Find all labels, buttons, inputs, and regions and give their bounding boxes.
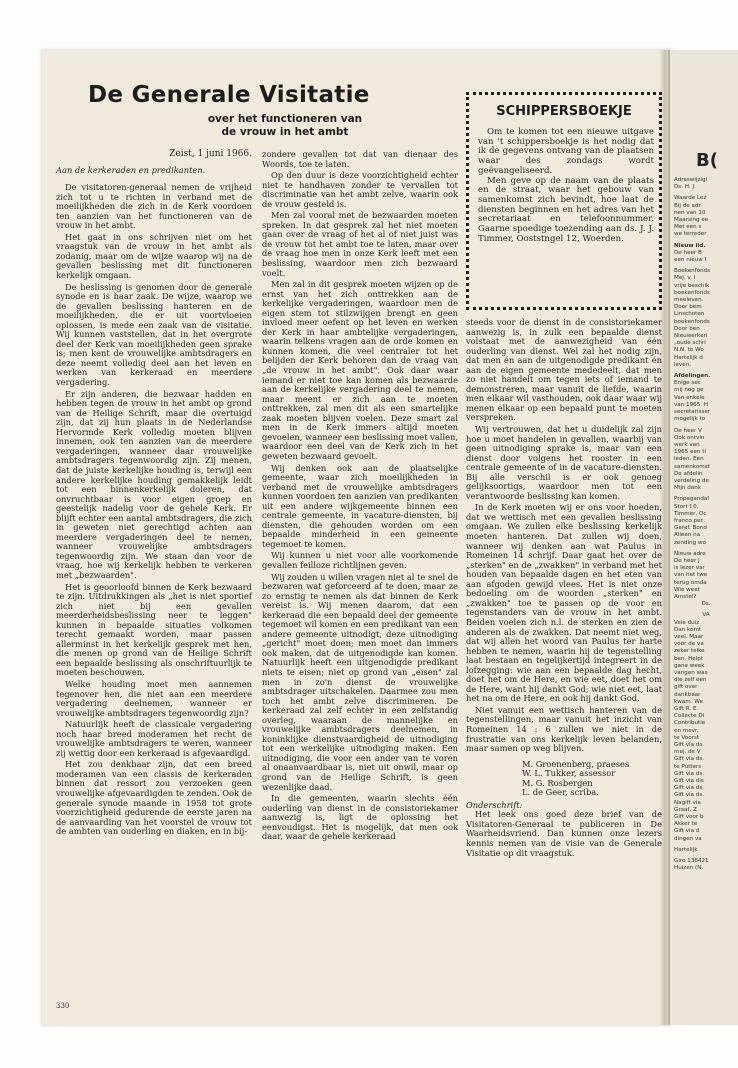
adjacent-line: De heer B <box>674 249 702 256</box>
article-column-1 <box>56 150 252 837</box>
signatory: M. G. Rosbergen <box>522 777 593 788</box>
adjacent-line: mogelijk to <box>674 416 706 423</box>
article-subtitle-line-2: de vrouw in het ambt <box>221 126 349 138</box>
adjacent-line: boekenfonds <box>674 289 710 296</box>
adjacent-line: leven. <box>674 361 692 368</box>
paragraph: Wij kunnen u niet voor alle voorkomende gevallen feilloze richtlijnen geven. <box>262 550 458 570</box>
adjacent-line: Waarde Lez <box>674 195 707 202</box>
onderschrift-text: Het leek ons goed deze brief van de Visitatoren-Generaal te publiceren in De Waarheidsvriend. Dan kunnen onze lezers kennis nemen van de visie van de Generale Visitatie op dit vraagstuk. <box>466 809 662 858</box>
adjacent-line: boekenfonds <box>674 318 710 325</box>
adjacent-line: Contributie <box>674 720 706 727</box>
paragraph: De beslissing is genomen door de generale synode en is haar zaak. De wijze, waarop we de gevallen beslissing hanteren en de moeilijkheden, die er uit voortvloeien oplossen, is mede een zaak van de visitatie. Wij kunnen vaststellen, dat in het overgrote deel der Kerk van moeilijkheden geen sprake is; men kent de vrouwelijke ambtsdragers en deze neemt volledig deel aan het leven en werken van kerkeraad en meerdere vergadering. <box>56 281 252 388</box>
adjacent-line: Gift via ds. <box>674 792 705 799</box>
adjacent-line: verdeling de <box>674 477 709 484</box>
paragraph: Het gaat in ons schrijven niet om het vraagstuk van de vrouw in het ambt als zodanig, maar om de wijze waarop wij na de gevallen beslissing met dit functioneren kerkelijk omgaan. <box>56 231 252 281</box>
paragraph: Op den duur is deze voorzichtigheid echter niet te handhaven zonder te vervallen tot discriminatie van het ambt zelve, waarin ook de vrouw gesteld is. <box>262 170 458 209</box>
adjacent-line: Vele duiz <box>674 619 700 626</box>
paragraph: Natuurlijk heeft de classicale vergadering noch haar breed moderamen het recht de vrouwelijke ambtsdragers te weren, wanneer zij wettig door een kerkeraad is afgevaardigd. <box>56 719 252 758</box>
adjacent-line: Gift via ds. <box>674 756 705 763</box>
adjacent-line: Van enkele <box>674 394 705 401</box>
adjacent-line: dingen va <box>674 835 702 842</box>
adjacent-line: van 1965. H <box>674 401 709 408</box>
schippersboekje-text <box>478 128 654 244</box>
adjacent-line: ben. Helpt <box>674 655 704 662</box>
adjacent-line: Dan komt <box>674 626 702 633</box>
paragraph: Er zijn anderen, die bezwaar hadden en hebben tegen de vrouw in het ambt op grond van de Heilige Schrift, maar die overtuigd zijn, dat zij hun plaats in de Nederlandse Hervormde Kerk volledig moeten blijven innemen, ook ten aanzien van de meerdere vergaderingen, wanneer daar vrouwelijke ambtsdragers tegenwoordig zijn. Zij menen, dat de juiste kerkelijke houding is, terwijl een andere kerkelijke houding gemakkelijk leidt tot een binnenkerkelijk doleren, dat onvruchtbaar is voor eigen groep en geestelijk nadelig voor de gehele Kerk. Er blijft echter een aantal ambtsdragers, die zich in geweten niet gerechtigd achten aan meerdere vergaderingen deel te nemen, wanneer vrouwelijke ambtsdragers tegenwoordig zijn. We staan dan voor de vraag, hoe wij kerkelijk hebben te verkeren met „bezwaarden". <box>56 388 252 580</box>
adjacent-line: Nieuw adre <box>674 550 706 557</box>
paragraph: In de Kerk moeten wij er ons voor hoeden, dat we wettisch met een gevallen beslissing omgaan. We zullen elke beslissing kerkelijk moeten hanteren. Dat zullen wij doen, wanneer wij denken aan wat Paulus in Romeinen 14 schrijf. Daar gaat het over de „sterken" en de „zwakken" in verband met het houden van bepaalde dagen en het eten van aan afgoden gewijd vlees. Het is niet onze bedoeling om de woorden „sterken" en „zwakken" toe te passen op de voor en tegenstanders van de vrouw in het ambt. Beiden voelen zich n.l. de sterken en zien de anderen als de zwakken. Dat neemt niet weg, dat wij allen het woord van Paulus ter harte hebben te nemen, waarin hij de tegenstelling laat bestaan en tegelijkertijd integreert in de lofzegging: wie aan een bepaalde dag hecht, doet het om de Here, en wie eet, doet het om de Here, want hij dankt God; wie niet eet, laat het na om de Here, en ook hij dankt God. <box>466 502 662 704</box>
paragraph: steeds voor de dienst in de consistoriekamer aanwezig is, in zulk een bepaalde dienst volstaat met de aanwezigheid van één ouderling van dienst. Wel zal het nodig zijn, dat men én aan de uitgenodigde predikant én aan de eigen gemeente mededeelt, dat men zo niet handelt om tegen iets of iemand te demonstreren, maar vanuit de liefde, waarin men elkaar wil vasthouden, ook daar waar wij menen elkaar op een bepaald punt te moeten verspreken. <box>466 317 662 423</box>
adjacent-line: Adreswijzigi <box>674 177 708 183</box>
article-salutation: Aan de kerkeraden en predikanten. <box>56 164 206 175</box>
adjacent-line: zending wo <box>674 539 706 546</box>
adjacent-line: gift over <box>674 684 698 691</box>
adjacent-line: vangen was <box>674 670 708 676</box>
adjacent-line: Mej. v. I <box>674 275 696 282</box>
adjacent-line: gane week <box>674 662 705 669</box>
adjacent-line: Huizen (N. <box>674 865 704 872</box>
adjacent-line: N.N. te Wo <box>674 347 704 354</box>
adjacent-line: te Voorst <box>674 734 700 741</box>
adjacent-page <box>668 50 738 1025</box>
page-number: 330 <box>56 1002 70 1010</box>
adjacent-line: leden. Een <box>674 456 704 463</box>
adjacent-line: samenkomst <box>674 463 710 470</box>
adjacent-line: Boekenfonds <box>674 268 711 275</box>
box-paragraph: Om te komen tot een nieuwe uitgave van 't schippersboekje is het nodig dat ik de gegevens ontvang van de plaatsen waar des zondags wordt geëvangeliseerd. <box>478 127 654 176</box>
article-column-3 <box>466 318 662 858</box>
paragraph: Men zal in dit gesprek moeten wijzen op de ernst van het zich onttrekken aan de kerkelijke vergaderingen, waardoor men de eigen stem tot stilzwijgen brengt en geen invloed meer oefent op het leven en werken der Kerk in haar ambtelijke vergaderingen, waarin telkens vragen aan de orde komen en kunnen komen, die veel centraler tot het belijden der Kerk behoren dan de vraag van „de vrouw in het ambt". Ook daar waar iemand er niet toe kan komen als bezwaarde aan de kerkelijke vergadering deel te nemen, maar meent er zich aan te moeten onttrekken, zal men dit als een smartelijke zaak moeten blijven voelen. Deze smart zal men in de Kerk immers altijd moeten gevoelen, wanneer een beslissing moet vallen, waardoor een deel van de Kerk zich in het geweten bezwaard gevoelt. <box>262 279 458 461</box>
adjacent-line: „oude schri <box>674 340 706 347</box>
adjacent-line: De afdelin <box>674 470 703 477</box>
adjacent-line: Graaf, Z <box>674 806 697 813</box>
adjacent-line: De heer V <box>674 427 702 434</box>
paragraph: zondere gevallen tot dat van dienaar des Woords, toe te laten. <box>262 149 458 169</box>
adjacent-line: Gift via ds. <box>674 785 705 792</box>
signatory: M. Groenenberg, praeses <box>522 758 630 769</box>
adjacent-line: Amstel? <box>674 593 697 600</box>
adjacent-line: Gift via ds. <box>674 742 705 749</box>
adjacent-line: is lezer var <box>674 565 705 572</box>
adjacent-line: Alleen na <box>674 532 701 539</box>
adjacent-line: dankbaar <box>674 691 701 698</box>
adjacent-line: Maarsing ee <box>674 217 709 224</box>
paragraph: Men zal vooral met de bezwaarden moeten spreken. In dat gesprek zal het niet moeten gaan over de vraag of het al of niet juist was de vrouw tot het ambt toe te laten, maar over de vraag hoe men in onze Kerk leeft met een beslissing, waardoor men zich bezwaard voelt. <box>262 210 458 278</box>
adjacent-line: veel. Maar <box>674 633 704 640</box>
adjacent-line: Ds. <box>701 601 711 608</box>
adjacent-line: Ook ontvin <box>674 434 705 441</box>
adjacent-line: we terreder <box>674 231 707 238</box>
adjacent-line: vrije beschik <box>674 282 710 289</box>
paragraph: Wij vertrouwen, dat het u duidelijk zal zijn hoe u moet handelen in gevallen, waarbij van geen uitnodiging sprake is, maar van een dienst door volgens het rooster in een centrale gemeente of in de vacature-diensten. Bij alle verschil is er ook genoeg gelijksoortigs, waardoor men tot een verantwoorde beslissing kan komen. <box>466 424 662 501</box>
adjacent-line: Linschoten <box>674 311 705 318</box>
adjacent-line: franco per <box>674 517 703 524</box>
adjacent-line: kwam. We <box>674 698 703 705</box>
adjacent-line: van het twe <box>674 572 708 579</box>
adjacent-line: Mijn dank <box>674 485 702 492</box>
adjacent-line: Gift via dis <box>674 778 704 785</box>
adjacent-line: Propagandal <box>674 496 709 503</box>
paragraph: In die gemeenten, waarin slechts één ouderling van dienst in de consistoriekamer aanwezig is, ligt de oplossing het eenvoudigst. Het is mogelijk, dat men ook daar, waar de gehele kerkeraad <box>262 793 458 842</box>
paragraph: De visitatoren-generaal nemen de vrijheid zich tot u te richten in verband met de moeilijkheden die zich in de Kerk voordoen ten aanzien van het functioneren van de vrouw in het ambt. <box>56 182 252 231</box>
adjacent-page-title: B( <box>696 150 718 171</box>
article-column-2 <box>262 150 458 842</box>
adjacent-line: Hartelijk d <box>674 354 703 361</box>
adjacent-line: en mevr. <box>674 727 699 734</box>
adjacent-line: Nagift via <box>674 799 701 806</box>
adjacent-line: Gift R. E. <box>674 706 699 713</box>
onderschrift-label: Onderschrift: <box>466 799 523 810</box>
signatory: W. L. Tukker, assessor <box>522 768 616 779</box>
adjacent-line: nen van 10 <box>674 209 706 216</box>
adjacent-line: mij nog ge <box>674 387 704 394</box>
paragraph: Wij denken ook aan de plaatselijke gemeente, waar zich moeilijkheden in verband met de vrouwelijke ambtsdragers kunnen voordoen ten aanzien van predikanten uit een andere wijkgemeente binnen een centrale gemeente, in vacature-diensten, bij diensten, die gehouden worden om een bepaalde minderheid in een gemeente tegemoet te komen. <box>262 462 458 549</box>
adjacent-line: een nieuw l <box>674 257 707 264</box>
paragraph: Het is geoorloofd binnen de Kerk bezwaard te zijn. Uitdrukkingen als „het is niet sportief zich niet bij een gevallen meerderheidsbeslissing neer te leggen" kunnen in bepaalde situaties volkomen terecht gemaakt worden, maar passen allerminst in het kerkelijk gesprek met hen, die menen op grond van de Heilige Schrift een bepaalde beslissing als onschriftuurlijk te moeten beschouwen. <box>56 581 252 678</box>
adjacent-line: Door ben <box>674 325 700 332</box>
adjacent-line: die zelf een <box>674 677 707 684</box>
adjacent-line: Giro 138421 <box>674 858 709 865</box>
adjacent-line: werk van <box>674 441 700 448</box>
adjacent-line: Afdelingen. <box>674 373 711 380</box>
adjacent-line: Akker te <box>674 821 698 828</box>
adjacent-line: Wie weet <box>674 586 700 593</box>
adjacent-line: Nieuwerkerl <box>674 333 708 340</box>
adjacent-line: Door bem <box>674 304 702 311</box>
paragraph: Niet vanuit een wettisch hanteren van de tegenstellingen, maar vanuit het inzicht van Romeinen 14 : 6 zullen we niet in de frustratie van ons kerkelijk leven belanden, maar samen op weg blijven. <box>466 704 662 754</box>
adjacent-line: te Putters <box>674 763 702 770</box>
adjacent-line: Enige sec <box>674 380 701 387</box>
adjacent-line: Geref. Bond <box>674 525 707 532</box>
adjacent-line: Timmer, Oc <box>674 510 707 517</box>
adjacent-line: Met een s <box>674 224 702 231</box>
adjacent-line: Nieuw lid. <box>674 242 706 249</box>
adjacent-line: De heer J <box>674 557 700 564</box>
adjacent-line: Collecte Di <box>674 713 705 720</box>
signatory: L. de Geer, scriba. <box>522 787 599 798</box>
adjacent-line: Gift voor b <box>674 814 704 821</box>
adjacent-line: vóór de va <box>674 641 704 648</box>
schippersboekje-title: SCHIPPERSBOEKJE <box>496 104 632 119</box>
adjacent-line: Gift via d <box>674 828 700 835</box>
adjacent-line: Ds. H. J. <box>674 184 696 191</box>
paragraph: Wij zouden u willen vragen niet al te snel de bezwaren wat geforceerd af te doen, maar ze zo ernstig te nemen als dat binnen de Kerk vereist is. Wij menen daarom, dat een kerkeraad die een bepaald deel der gemeente tegemoet wil komen en een predikant van een andere gemeente uitnodigt, deze uitnodiging „gericht" moet doen; men moet dan immers ook maken, dat de uitgenodigde kan komen. Natuurlijk heeft een uitgenodigde predikant niets te eisen; niet op grond van „eisen" zal men in zo'n dienst de vrouwelijke ambtsdrager uitschakelen. Daarmee zou men toch het ambt zelve discrimineren. De kerkeraad zal zelf echter in een zelfstandig overleg, waaraan de mannelijke en vrouwelijke ambtsdragers deelnemen, in koninklijke dienstvaardigheid de uitnodiging tot een werkelijke uitnodiging maken. Een uitnodiging, die voor een ander van te voren al onaanvaardbaar is, niet uit onwil, maar op grond van de Heilige Schrift, is geen wezenlijke daad. <box>262 571 458 792</box>
article-subtitle-line-1: over het functioneren van <box>207 113 363 125</box>
article-dateline: Zeist, 1 juni 1966. <box>169 149 252 159</box>
adjacent-line: mej. de V <box>674 749 701 756</box>
signatories <box>466 760 662 798</box>
adjacent-line: zeker telke <box>674 648 705 655</box>
adjacent-line: VA <box>702 612 710 619</box>
adjacent-line: meeleven. <box>674 297 704 304</box>
adjacent-line: Hartelijk <box>674 846 698 853</box>
adjacent-line: Gift via ds. <box>674 770 705 777</box>
adjacent-line: secretarisser <box>674 409 711 416</box>
adjacent-page-text <box>674 177 738 872</box>
paragraph: Het zou denkbaar zijn, dat een breed moderamen van een classis de kerkeraden binnen dat ressort zou verzoeken geen vrouwelijke afgevaardigden te zenden. Ook de generale synode maande in 1958 tot grote voorzichtigheid gedurende de eerste jaren na de aanvaarding van het voorstel de vrouw tot de ambten van ouderling en diaken, en in bij- <box>56 759 252 837</box>
paragraph: Welke houding moet men aannemen tegenover hen, die niet aan een meerdere vergadering deelnemen, wanneer er vrouwelijke ambtsdragers tegenwoordig zijn? <box>56 678 252 718</box>
adjacent-line: terug omda <box>674 579 707 586</box>
adjacent-line: 1965 een ti <box>674 449 706 456</box>
adjacent-line: Stort f 0, <box>674 503 699 510</box>
article-title: De Generale Visitatie <box>88 82 370 108</box>
box-paragraph: Men geve op de naam van de plaats en de straat, waar het gebouw van samenkomst zich bevindt, hoe laat de diensten beginnen en het adres van het secretariaat en telefoonnummer. Gaarne spoedige toezending aan ds. J. J. Timmer, Ooststngel 12, Woerden. <box>478 175 654 244</box>
adjacent-line: Bij de adr <box>674 202 701 209</box>
